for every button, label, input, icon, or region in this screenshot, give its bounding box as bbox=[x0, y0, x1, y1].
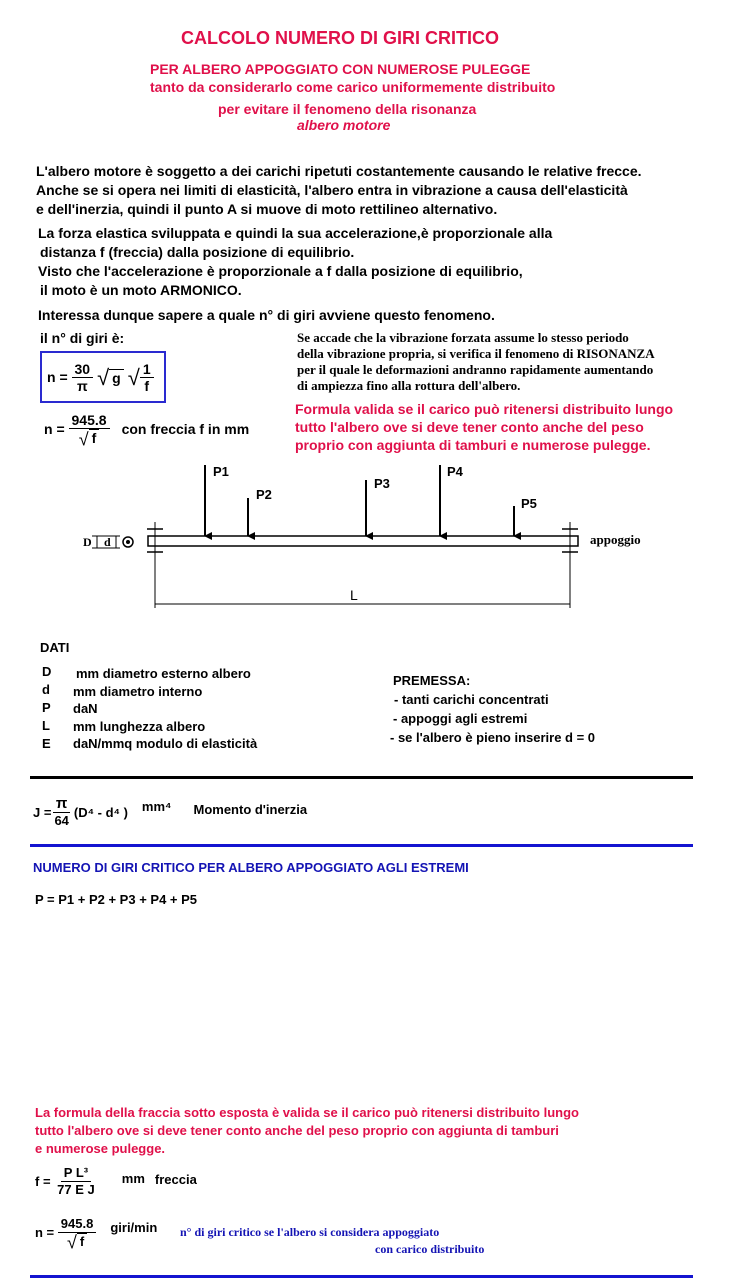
final-critical-speed-formula: n = $\frac{945.8}{√ f}$ giri/min bbox=[35, 1216, 158, 1253]
subtitle-4: albero motore bbox=[297, 117, 391, 133]
support-label: appoggio bbox=[590, 532, 641, 547]
inertia-formula: J = $\frac{\pi}{64}$ (D⁴ - d⁴ ) mm⁴ Momento d'inerzia bbox=[33, 795, 308, 828]
subtitle-1: PER ALBERO APPOGGIATO CON NUMEROSE PULEGGE bbox=[150, 61, 531, 77]
section-heading: NUMERO DI GIRI CRITICO PER ALBERO APPOGGIATO AGLI ESTREMI bbox=[33, 860, 469, 875]
load-label-p4: P4 bbox=[447, 464, 463, 479]
giri-label: il n° di giri è: bbox=[40, 330, 125, 346]
intro-paragraph-1: L'albero motore è soggetto a dei carichi ripetuti costantemente causando le relative frecce. Anche se si opera nei limiti di elasticità, l'albero entra in vibrazione a causa dell'elasticità e dell'inerzia, quindi il punto A si muove di moto rettilineo alternativo. bbox=[36, 163, 642, 217]
dati-symbols: D d P L E bbox=[42, 664, 52, 751]
load-label-p3: P3 bbox=[374, 476, 390, 491]
divider-blue-1 bbox=[30, 844, 693, 847]
intro-paragraph-3: Interessa dunque sapere a quale n° di giri avviene questo fenomeno. bbox=[38, 307, 495, 323]
dati-title: DATI bbox=[40, 640, 70, 655]
final-note-1: n° di giri critico se l'albero si considera appoggiato bbox=[180, 1225, 440, 1239]
premessa-title: PREMESSA: bbox=[393, 673, 471, 688]
validity-note: Formula valida se il carico può ritenersi distribuito lungo tutto l'albero ove si deve tener conto anche del peso proprio con aggiunta di tamburi e numerose pulegge. bbox=[295, 401, 674, 453]
outer-diameter-label: D bbox=[83, 535, 92, 549]
load-label-p5: P5 bbox=[521, 496, 537, 511]
load-label-p1: P1 bbox=[213, 464, 229, 479]
shaft bbox=[148, 536, 578, 546]
premessa-list: - tanti carichi concentrati - appoggi agli estremi - se l'albero è pieno inserire d = 0 bbox=[390, 692, 596, 745]
resonance-note: Se accade che la vibrazione forzata assume lo stesso periodo della vibrazione propria, si verifica il fenomeno di RISONANZA per il quale le deformazioni andranno rapidamente aumentando di ampiezza fino alla rottura dell'albero. bbox=[297, 330, 655, 393]
divider-black bbox=[30, 776, 693, 779]
subtitle-2: tanto da considerarlo come carico uniformemente distribuito bbox=[150, 79, 556, 95]
length-label: L bbox=[350, 587, 358, 603]
load-label-p2: P2 bbox=[256, 487, 272, 502]
page-title: CALCOLO NUMERO DI GIRI CRITICO bbox=[181, 28, 499, 48]
subtitle-3: per evitare il fenomeno della risonanza bbox=[218, 101, 477, 117]
freccia-formula: f = $\frac{\text{P L³}}{\text{77 E J}}$ mm freccia bbox=[35, 1165, 197, 1197]
freccia-validity-note: La formula della fraccia sotto esposta è valida se il carico può ritenersi distribuito lungo tutto l'albero ove si deve tener conto anche del peso proprio con aggiunta di tamburi e numerose pulegge. bbox=[35, 1105, 579, 1156]
total-load-formula: P = P1 + P2 + P3 + P4 + P5 bbox=[35, 892, 198, 907]
dati-descriptions: mm diametro esterno albero mm diametro interno daN mm lunghezza albero daN/mmq modulo di elasticità bbox=[73, 666, 258, 751]
final-note-2: con carico distribuito bbox=[375, 1242, 485, 1256]
simplified-formula: n = $\frac{945.8}{√ f}$ con freccia f in mm bbox=[44, 412, 250, 450]
inner-diameter-label: d bbox=[104, 535, 111, 549]
intro-paragraph-2: La forza elastica sviluppata e quindi la sua accelerazione,è proporzionale alla distanza f (freccia) dalla posizione di equilibrio. Visto che l'accelerazione è proporzionale a f dalla posizione di equilibrio, il moto è un moto ARMONICO. bbox=[38, 225, 553, 298]
critical-speed-formula-box: n = $\frac{30}{\pi}$ √ g √ $\frac{1}{f}$ bbox=[40, 351, 166, 403]
divider-blue-2 bbox=[30, 1275, 693, 1278]
